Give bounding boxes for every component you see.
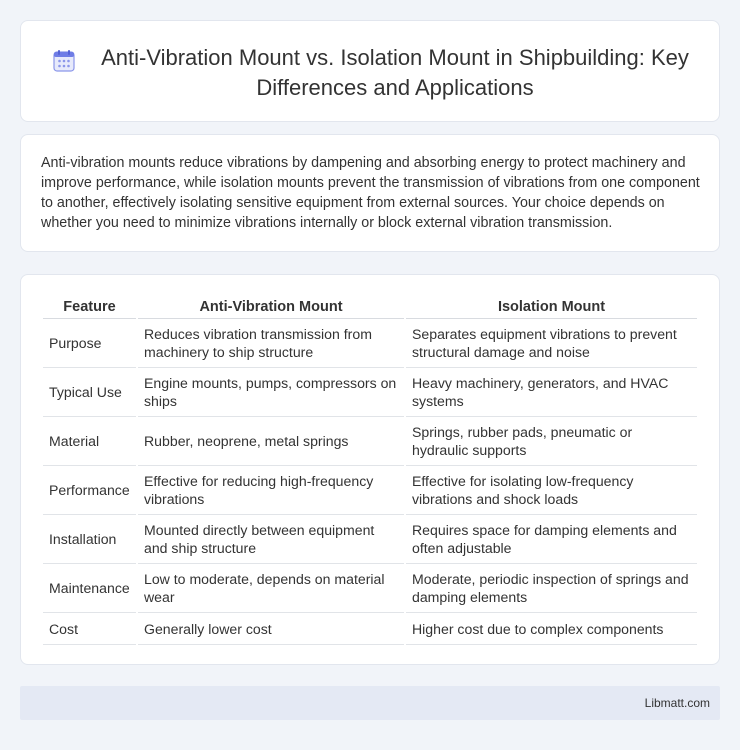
row-anti-vibration: Low to moderate, depends on material wear	[138, 564, 404, 613]
row-anti-vibration: Reduces vibration transmission from machinery to ship structure	[138, 319, 404, 368]
row-feature: Maintenance	[43, 564, 136, 613]
table-row	[43, 368, 697, 417]
row-isolation: Springs, rubber pads, pneumatic or hydraulic supports	[406, 417, 697, 466]
header-isolation: Isolation Mount	[406, 295, 697, 319]
footer-brand-link[interactable]: Libmatt.com	[644, 696, 710, 710]
row-isolation: Heavy machinery, generators, and HVAC systems	[406, 368, 697, 417]
header-feature: Feature	[43, 295, 136, 319]
row-isolation: Higher cost due to complex components	[406, 613, 697, 645]
summary-card	[20, 134, 720, 252]
table-row	[43, 417, 697, 466]
row-feature: Performance	[43, 466, 136, 515]
row-feature: Installation	[43, 515, 136, 564]
table-row	[43, 319, 697, 368]
summary-text: Anti-vibration mounts reduce vibrations by dampening and absorbing energy to protect machinery and improve performance, while isolation mounts prevent the transmission of vibrations from one component to another, effectively isolating sensitive equipment from external sources. Your choice depends on whether you need to minimize vibrations internally or block external vibration transmission.	[41, 155, 700, 231]
row-feature: Purpose	[43, 319, 136, 368]
row-anti-vibration: Mounted directly between equipment and ship structure	[138, 515, 404, 564]
row-isolation: Separates equipment vibrations to prevent structural damage and noise	[406, 319, 697, 368]
row-isolation: Moderate, periodic inspection of springs and damping elements	[406, 564, 697, 613]
row-feature: Typical Use	[43, 368, 136, 417]
page-title: Anti-Vibration Mount vs. Isolation Mount in Shipbuilding: Key Differences and Applications	[101, 45, 689, 100]
table-row	[43, 466, 697, 515]
row-isolation: Effective for isolating low-frequency vibrations and shock loads	[406, 466, 697, 515]
title-wrap	[51, 43, 699, 103]
title-card	[20, 20, 720, 122]
table-row	[43, 613, 697, 645]
row-feature: Material	[43, 417, 136, 466]
calendar-icon	[51, 48, 77, 74]
table-row	[43, 515, 697, 564]
row-anti-vibration: Rubber, neoprene, metal springs	[138, 417, 404, 466]
row-anti-vibration: Engine mounts, pumps, compressors on ships	[138, 368, 404, 417]
comparison-table	[41, 295, 699, 645]
header-anti-vibration: Anti-Vibration Mount	[138, 295, 404, 319]
footer	[20, 686, 720, 720]
row-feature: Cost	[43, 613, 136, 645]
row-anti-vibration: Effective for reducing high-frequency vibrations	[138, 466, 404, 515]
table-header-row	[43, 295, 697, 319]
comparison-card	[20, 274, 720, 665]
row-anti-vibration: Generally lower cost	[138, 613, 404, 645]
table-row	[43, 564, 697, 613]
row-isolation: Requires space for damping elements and often adjustable	[406, 515, 697, 564]
